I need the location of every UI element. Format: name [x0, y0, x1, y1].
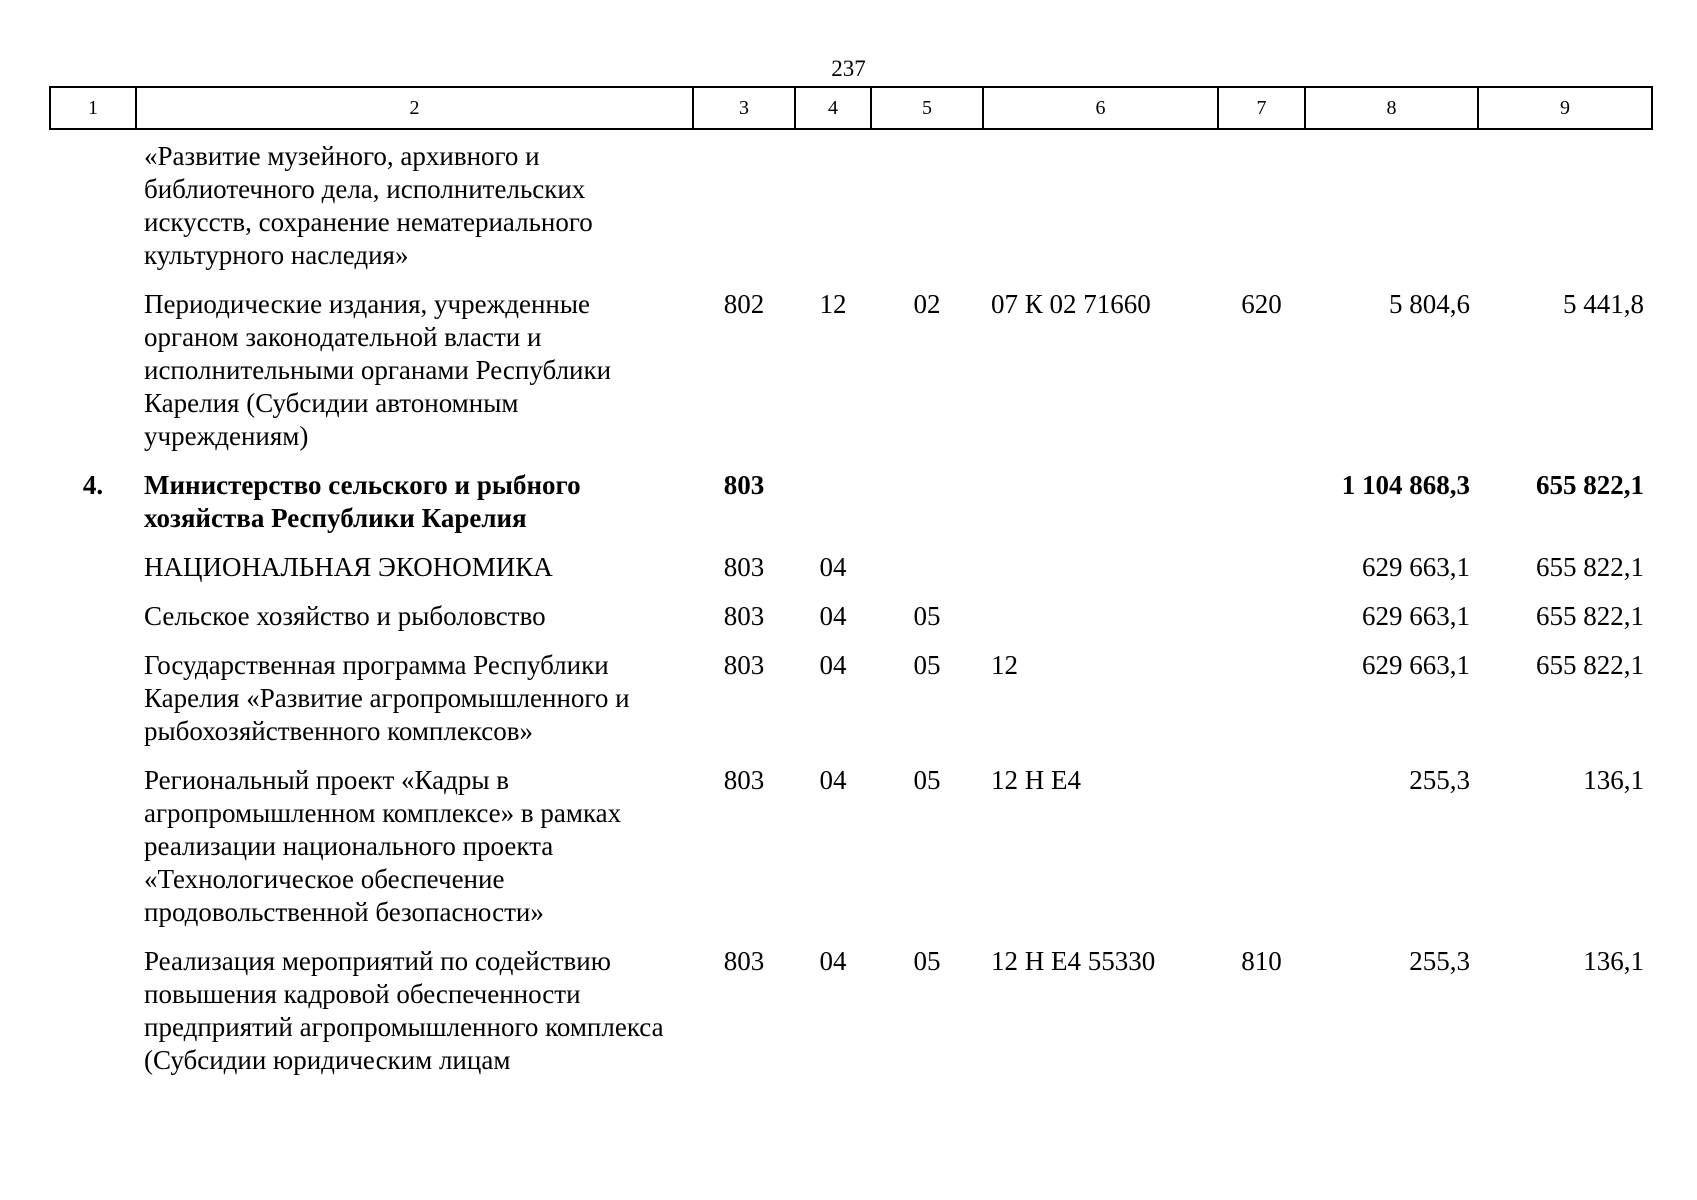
cell-amount-col9: 655 822,1 — [1536, 552, 1644, 582]
table-row — [50, 129, 1652, 288]
table-row — [50, 288, 1652, 469]
column-header: 2 — [136, 87, 693, 129]
column-header-row — [50, 87, 1652, 129]
cell-amount-col9: 5 441,8 — [1563, 289, 1644, 319]
cell-expense-type: 620 — [1241, 289, 1282, 319]
cell-subsection: 05 — [913, 946, 941, 976]
cell-ministry-code: 802 — [723, 289, 765, 319]
cell-subsection: 05 — [913, 601, 941, 631]
cell-section — [795, 469, 871, 551]
cell-subsection — [871, 551, 983, 600]
cell-section: 04 — [819, 552, 847, 582]
cell-expense-type — [1218, 649, 1305, 764]
column-header: 8 — [1305, 87, 1478, 129]
column-header: 9 — [1478, 87, 1652, 129]
row-name: Министерство сельского и рыбного хозяйства Республики Карелия — [144, 470, 581, 533]
column-header: 5 — [871, 87, 983, 129]
cell-subsection — [871, 469, 983, 551]
cell-expense-type — [1218, 600, 1305, 649]
cell-expense-type — [1218, 551, 1305, 600]
row-number — [50, 288, 136, 469]
cell-target-article — [983, 551, 1218, 600]
cell-amount-col8: 1 104 868,3 — [1341, 470, 1470, 500]
cell-amount-col9: 655 822,1 — [1536, 650, 1644, 680]
table-row — [50, 551, 1652, 600]
cell-target-article: 12 — [991, 650, 1018, 680]
cell-target-article — [983, 469, 1218, 551]
row-number — [50, 945, 136, 1093]
row-name: «Развитие музейного, архивного и библиотечного дела, исполнительских искусств, сохранение нематериального культурного наследия» — [144, 141, 593, 270]
cell-expense-type — [1218, 469, 1305, 551]
cell-amount-col8: 5 804,6 — [1389, 289, 1470, 319]
cell-expense-type — [1218, 129, 1305, 288]
cell-section: 04 — [819, 601, 847, 631]
table-row — [50, 649, 1652, 764]
cell-amount-col9: 136,1 — [1583, 765, 1644, 795]
row-name: Периодические издания, учрежденные органом законодательной власти и исполнительными органами Республики Карелия (Субсидии автономным учреждениям) — [144, 289, 612, 451]
cell-target-article — [983, 129, 1218, 288]
column-header: 7 — [1218, 87, 1305, 129]
row-name: Государственная программа Республики Карелия «Развитие агропромышленного и рыбохозяйственного комплексов» — [144, 650, 630, 746]
cell-amount-col8: 629 663,1 — [1362, 650, 1470, 680]
cell-target-article: 12 Н Е4 — [991, 765, 1081, 795]
column-header: 6 — [983, 87, 1218, 129]
cell-expense-type — [1218, 764, 1305, 945]
cell-section: 04 — [819, 650, 847, 680]
column-header: 4 — [795, 87, 871, 129]
table-row — [50, 945, 1652, 1093]
cell-amount-col8 — [1305, 129, 1478, 288]
cell-amount-col9: 655 822,1 — [1536, 601, 1644, 631]
page-number: 237 — [831, 56, 866, 81]
cell-ministry-code: 803 — [723, 470, 765, 500]
cell-section: 04 — [819, 946, 847, 976]
cell-target-article: 07 К 02 71660 — [991, 289, 1151, 319]
cell-subsection: 05 — [913, 650, 941, 680]
row-number — [50, 600, 136, 649]
cell-amount-col8: 629 663,1 — [1362, 601, 1470, 631]
cell-amount-col9 — [1478, 129, 1652, 288]
cell-ministry-code: 803 — [723, 601, 765, 631]
cell-amount-col9: 136,1 — [1583, 946, 1644, 976]
cell-section — [795, 129, 871, 288]
row-name: Реализация мероприятий по содействию повышения кадровой обеспеченности предприятий агропромышленного комплекса (Субсидии юридическим лицам — [144, 946, 664, 1075]
row-name: НАЦИОНАЛЬНАЯ ЭКОНОМИКА — [144, 552, 553, 582]
budget-table — [49, 86, 1653, 1093]
cell-amount-col9: 655 822,1 — [1536, 470, 1644, 500]
cell-expense-type: 810 — [1241, 946, 1282, 976]
column-header: 3 — [693, 87, 795, 129]
row-number — [50, 649, 136, 764]
table-row — [50, 600, 1652, 649]
row-number — [50, 764, 136, 945]
cell-ministry-code: 803 — [723, 765, 765, 795]
cell-target-article: 12 Н Е4 55330 — [991, 946, 1156, 976]
cell-ministry-code: 803 — [723, 650, 765, 680]
table-row — [50, 469, 1652, 551]
cell-ministry-code: 803 — [723, 552, 765, 582]
cell-target-article — [983, 600, 1218, 649]
row-number — [50, 129, 136, 288]
table-row — [50, 764, 1652, 945]
cell-ministry-code: 803 — [723, 946, 765, 976]
cell-amount-col8: 255,3 — [1409, 765, 1470, 795]
row-number: 4. — [82, 470, 104, 500]
cell-section: 12 — [819, 289, 847, 319]
cell-subsection: 05 — [913, 765, 941, 795]
cell-amount-col8: 629 663,1 — [1362, 552, 1470, 582]
row-name: Региональный проект «Кадры в агропромышленном комплексе» в рамках реализации национального проекта «Технологическое обеспечение продовольственной безопасности» — [144, 765, 622, 927]
column-header: 1 — [50, 87, 136, 129]
cell-subsection — [871, 129, 983, 288]
row-number — [50, 551, 136, 600]
cell-section: 04 — [819, 765, 847, 795]
cell-subsection: 02 — [913, 289, 941, 319]
cell-amount-col8: 255,3 — [1409, 946, 1470, 976]
cell-ministry-code — [693, 129, 795, 288]
row-name: Сельское хозяйство и рыболовство — [144, 601, 546, 631]
